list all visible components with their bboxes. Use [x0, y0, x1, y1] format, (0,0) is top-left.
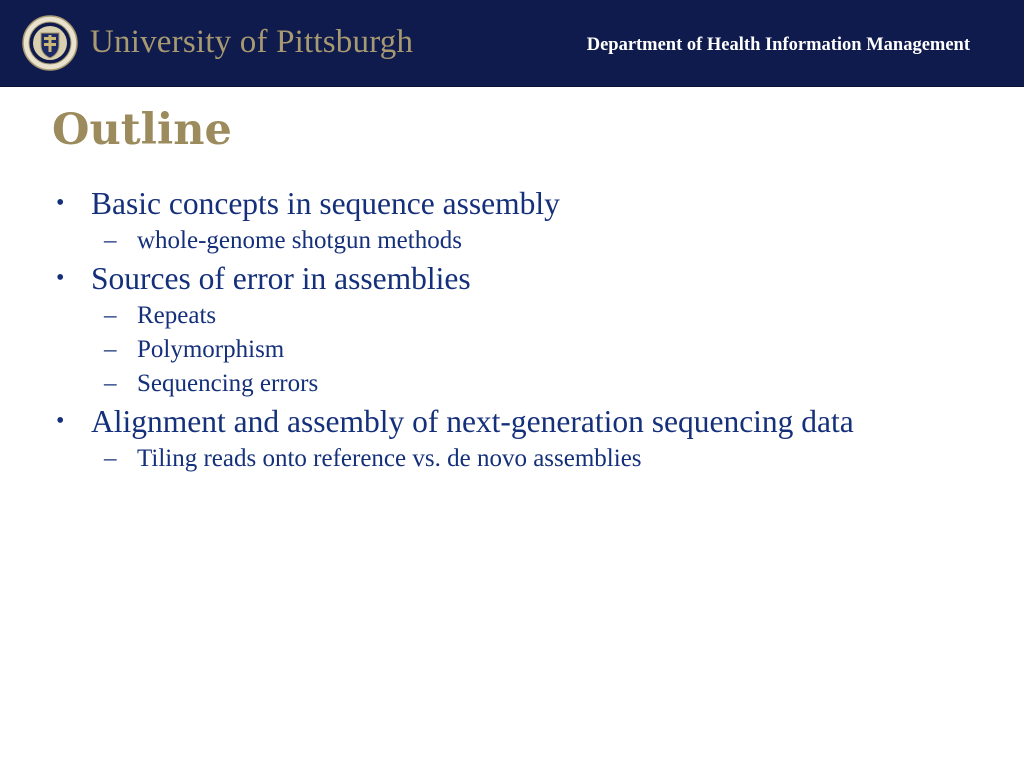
dash-icon: –	[104, 370, 117, 397]
dash-icon: –	[104, 227, 117, 254]
outline-list	[0, 183, 1024, 476]
university-name: University of Pittsburgh	[90, 24, 414, 60]
slide-title: Outline	[52, 105, 232, 155]
outline-item	[0, 401, 1024, 442]
dash-icon: –	[104, 445, 117, 472]
dash-icon: –	[104, 302, 117, 329]
outline-item-text: Basic concepts in sequence assembly	[91, 186, 560, 221]
outline-item	[0, 258, 1024, 299]
slide-header	[0, 0, 1024, 87]
outline-subitem	[0, 442, 1024, 476]
outline-subitem	[0, 367, 1024, 401]
outline-item-text: Alignment and assembly of next-generation sequencing data	[91, 404, 854, 439]
outline-subitem-text: Repeats	[137, 302, 217, 329]
outline-subitem	[0, 224, 1024, 258]
outline-subitem-text: Tiling reads onto reference vs. de novo assemblies	[137, 445, 642, 472]
bullet-icon: •	[56, 190, 65, 216]
outline-item	[0, 183, 1024, 224]
outline-subitem	[0, 333, 1024, 367]
department-name: Department of Health Information Management	[586, 35, 970, 55]
outline-subitem-text: Sequencing errors	[137, 370, 319, 397]
university-seal-icon	[22, 15, 78, 71]
outline-subitem	[0, 299, 1024, 333]
outline-item-text: Sources of error in assemblies	[91, 261, 471, 296]
bullet-icon: •	[56, 408, 65, 434]
outline-subitem-text: whole-genome shotgun methods	[137, 227, 462, 254]
dash-icon: –	[104, 336, 117, 363]
bullet-icon: •	[56, 265, 65, 291]
outline-subitem-text: Polymorphism	[137, 336, 285, 363]
